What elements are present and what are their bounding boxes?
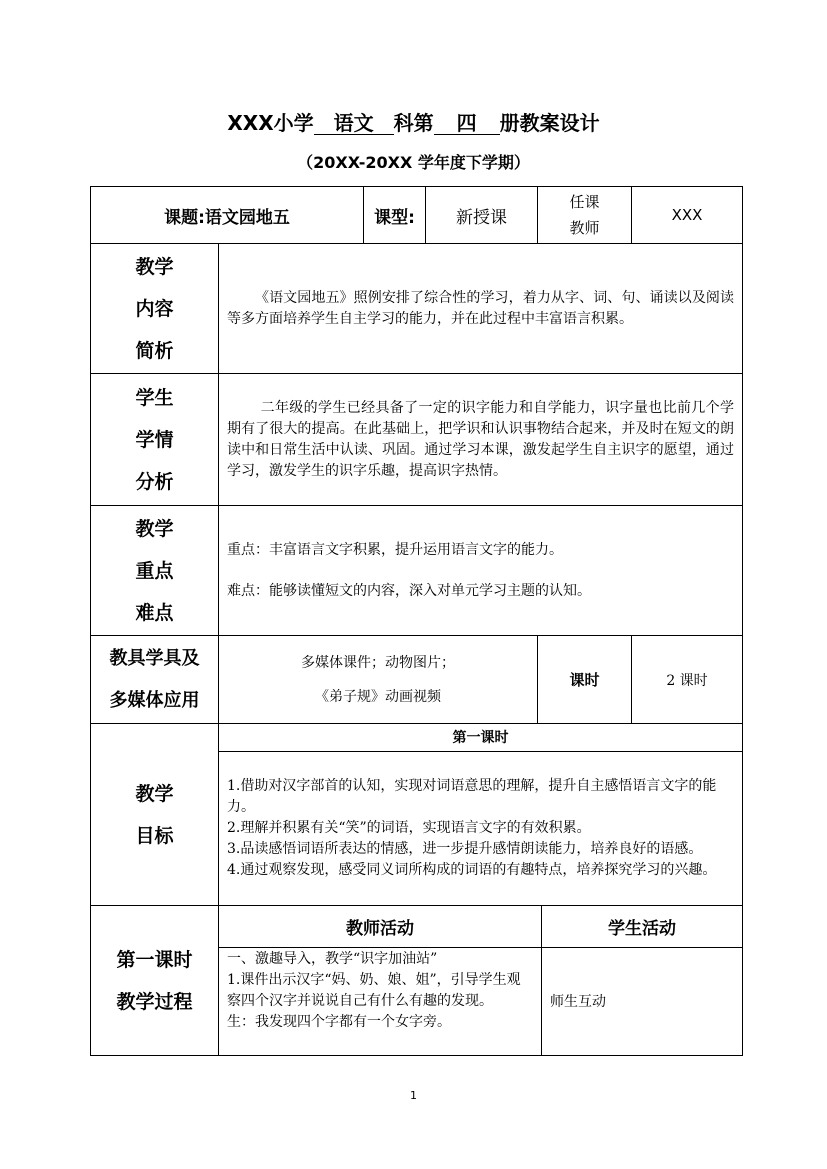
type-value: 新授课 xyxy=(426,187,538,244)
page-number: 1 xyxy=(410,1089,417,1102)
page-title xyxy=(0,108,827,138)
lesson-plan-table xyxy=(90,186,743,1056)
type-label: 课型: xyxy=(364,187,426,244)
label-line: 分析 xyxy=(135,470,174,493)
label-line: 重点 xyxy=(135,559,174,582)
volume-blank: 四 xyxy=(434,112,500,135)
goal-item: 4.通过观察发现，感受同义词所构成的词语的有趣特点，培养探究学习的兴趣。 xyxy=(227,862,717,878)
key-points-content xyxy=(219,506,743,636)
media-row xyxy=(91,636,743,724)
label-line: 多媒体应用 xyxy=(109,689,200,711)
goals-section-title: 第一课时 xyxy=(219,724,743,752)
teacher-activity-line: 一、激趣导入，教学“识字加油站” xyxy=(227,951,438,967)
student-analysis-text: 二年级的学生已经具备了一定的识字能力和自学能力，识字量也比前几个学期有了很大的提高。在此基础上，把学识和认识事物结合起来，并及时在短文的朗读中和日常生活中认读、巩固。通过学习本课，激发起学生自主识字的愿望，通过学习，激发学生的识字乐趣，提高识字热情。 xyxy=(219,374,743,506)
content-summary-text: 《语文园地五》照例安排了综合性的学习，着力从字、词、句、诵读以及阅读等多方面培养学生自主学习的能力，并在此过程中丰富语言积累。 xyxy=(219,244,743,374)
goal-item: 2.理解并积累有关“笑”的词语，实现语言文字的有效积累。 xyxy=(227,820,591,836)
label-line: 目标 xyxy=(135,824,174,847)
topic-cell: 课题:语文园地五 xyxy=(91,187,364,244)
volume-suffix: 册教案设计 xyxy=(499,111,600,135)
teacher-label-2: 教师 xyxy=(569,219,600,237)
student-activity-header: 学生活动 xyxy=(542,906,743,948)
student-activity-content: 师生互动 xyxy=(542,948,743,1056)
content-summary-label xyxy=(91,244,219,374)
media-line-2: 《弟子规》动画视频 xyxy=(315,688,441,705)
label-line: 教学过程 xyxy=(116,990,193,1013)
label-line: 学情 xyxy=(135,428,174,451)
teacher-value: XXX xyxy=(632,187,743,244)
teacher-activity-header: 教师活动 xyxy=(219,906,542,948)
goals-list xyxy=(219,752,743,906)
process-header-row xyxy=(91,906,743,948)
label-line: 教具学具及 xyxy=(109,647,200,669)
term-subtitle: （20XX-20XX 学年度下学期） xyxy=(297,153,530,172)
media-label xyxy=(91,636,219,724)
teacher-activity-line: 1.课件出示汉字“妈、奶、娘、姐”，引导学生观察四个汉字并说说自己有什么有趣的发现。 xyxy=(227,972,521,1009)
label-line: 简析 xyxy=(135,339,174,362)
difficulty-text: 难点：能够读懂短文的内容，深入对单元学习主题的认知。 xyxy=(227,582,591,599)
label-line: 教学 xyxy=(135,782,174,805)
label-line: 内容 xyxy=(135,297,174,320)
key-points-row xyxy=(91,506,743,636)
teacher-label-1: 任课 xyxy=(569,193,600,211)
key-points-label xyxy=(91,506,219,636)
goal-item: 1.借助对汉字部首的认知，实现对词语意思的理解，提升自主感悟语言文字的能力。 xyxy=(227,778,717,815)
process-label xyxy=(91,906,219,1056)
student-analysis-row xyxy=(91,374,743,506)
teacher-activity-content xyxy=(219,948,542,1056)
content-summary-row xyxy=(91,244,743,374)
goal-item: 3.品读感悟词语所表达的情感，进一步提升感情朗读能力，培养良好的语感。 xyxy=(227,841,703,857)
period-value: 2 课时 xyxy=(632,636,743,724)
teacher-label xyxy=(538,187,632,244)
media-content xyxy=(219,636,538,724)
student-analysis-label xyxy=(91,374,219,506)
period-label: 课时 xyxy=(538,636,632,724)
label-line: 第一课时 xyxy=(116,948,193,971)
label-line: 教学 xyxy=(135,517,174,540)
goals-label xyxy=(91,724,219,906)
teacher-activity-line: 生：我发现四个字都有一个女字旁。 xyxy=(227,1014,451,1030)
label-line: 教学 xyxy=(135,255,174,278)
focus-text: 重点：丰富语言文字积累，提升运用语言文字的能力。 xyxy=(227,541,563,558)
label-line: 难点 xyxy=(135,601,174,624)
info-row xyxy=(91,187,743,244)
goals-header-row xyxy=(91,724,743,752)
subject-blank: 语文 xyxy=(314,112,394,135)
school-name: XXX小学 xyxy=(227,111,314,135)
media-line-1: 多媒体课件；动物图片； xyxy=(301,654,455,671)
subject-suffix: 科第 xyxy=(393,111,434,135)
label-line: 学生 xyxy=(135,386,174,409)
